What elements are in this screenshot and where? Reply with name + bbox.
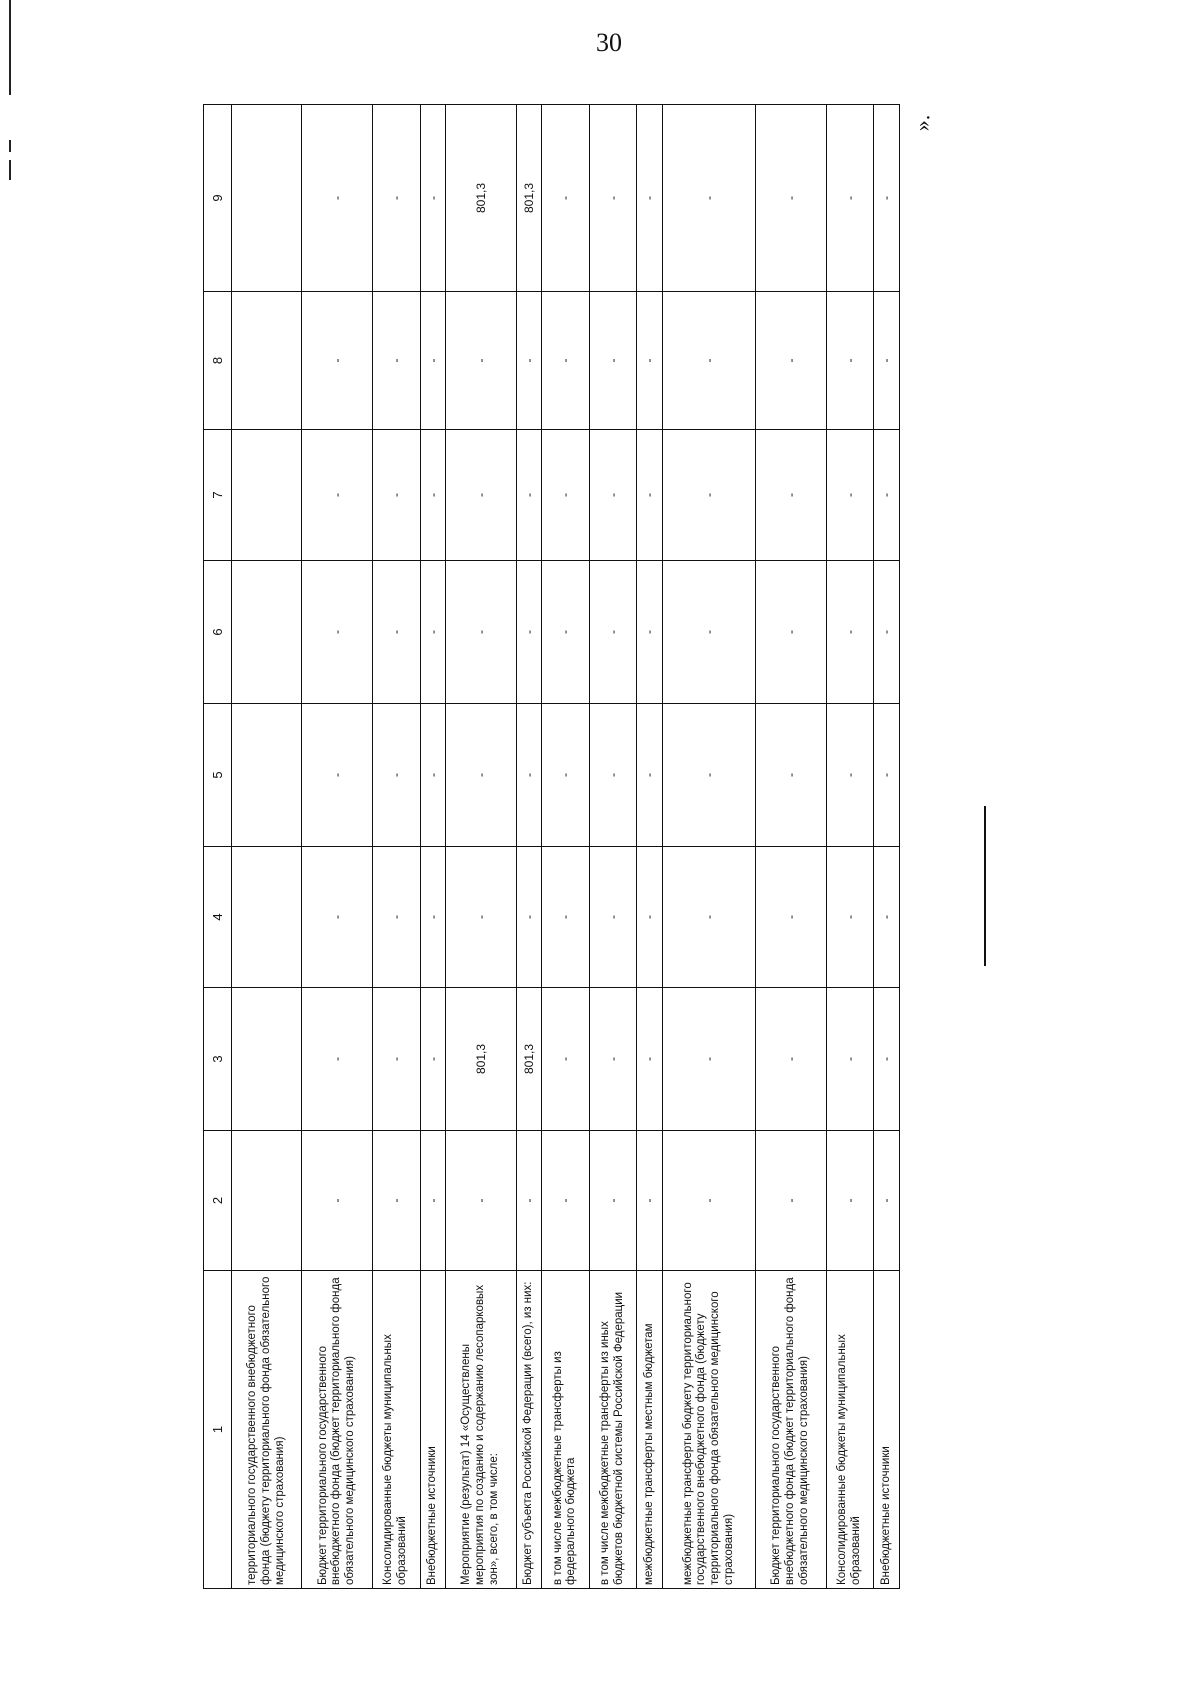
budget-table (203, 104, 900, 1589)
column-header-1: 1 (204, 1271, 232, 1589)
column-header-6: 6 (204, 561, 232, 704)
table-row (874, 105, 900, 1589)
cell-value: - (637, 704, 663, 847)
column-header-5: 5 (204, 704, 232, 847)
page-number: 30 (596, 28, 622, 57)
cell-value: - (874, 988, 900, 1131)
cell-value: - (874, 1131, 900, 1271)
cell-value: - (756, 105, 826, 292)
cell-value: - (756, 704, 826, 847)
cell-value (232, 1131, 302, 1271)
cell-value: - (542, 847, 590, 988)
cell-value (232, 704, 302, 847)
cell-value: 801,3 (446, 105, 516, 292)
row-label: в том числе межбюджетные трансферты из федерального бюджета (542, 1271, 590, 1589)
cell-value: - (542, 105, 590, 292)
cell-value: - (589, 105, 637, 292)
cell-value: - (542, 561, 590, 704)
cell-value: - (516, 430, 542, 561)
table-row (302, 105, 372, 1589)
row-label: Бюджет территориального государственного внебюджетного фонда (бюджет территориального фонда обязательного медицинского страхования) (756, 1271, 826, 1589)
cell-value: - (542, 292, 590, 430)
cell-value: - (756, 430, 826, 561)
cell-value: - (420, 704, 446, 847)
cell-value: - (420, 1131, 446, 1271)
cell-value: - (637, 847, 663, 988)
closing-quote: ». (909, 114, 935, 132)
row-label: Бюджет территориального государственного внебюджетного фонда (бюджет территориального фонда обязательного медицинского страхования) (302, 1271, 372, 1589)
cell-value: - (516, 704, 542, 847)
cell-value: - (589, 292, 637, 430)
row-label: Консолидированные бюджеты муниципальных образований (372, 1271, 420, 1589)
cell-value: - (756, 847, 826, 988)
cell-value: - (662, 1131, 755, 1271)
column-header-9: 9 (204, 105, 232, 292)
cell-value: - (446, 1131, 516, 1271)
cell-value: - (446, 292, 516, 430)
row-label: межбюджетные трансферты бюджету территориального государственного внебюджетного фонда (бюджету территориального фонда обязательного медицинского страхования) (662, 1271, 755, 1589)
cell-value: - (589, 561, 637, 704)
cell-value: - (302, 847, 372, 988)
margin-mark-top (9, 0, 11, 95)
cell-value (232, 105, 302, 292)
cell-value: - (826, 704, 874, 847)
cell-value: - (826, 847, 874, 988)
cell-value: - (756, 1131, 826, 1271)
row-label: Бюджет субъекта Российской Федерации (всего), из них: (516, 1271, 542, 1589)
cell-value: - (302, 988, 372, 1131)
margin-mark-middle (9, 140, 11, 152)
table-row (516, 105, 542, 1589)
cell-value: - (302, 105, 372, 292)
cell-value: - (589, 988, 637, 1131)
cell-value (232, 292, 302, 430)
cell-value: - (542, 1131, 590, 1271)
table-row (420, 105, 446, 1589)
table-header-row (204, 105, 232, 1589)
cell-value: - (826, 988, 874, 1131)
cell-value: - (756, 292, 826, 430)
cell-value: - (662, 292, 755, 430)
cell-value: - (516, 1131, 542, 1271)
cell-value: - (826, 1131, 874, 1271)
cell-value: - (516, 292, 542, 430)
cell-value: - (874, 847, 900, 988)
cell-value: - (756, 988, 826, 1131)
cell-value: - (420, 561, 446, 704)
cell-value (232, 847, 302, 988)
cell-value: - (662, 105, 755, 292)
cell-value: - (637, 292, 663, 430)
cell-value: - (372, 988, 420, 1131)
column-header-4: 4 (204, 847, 232, 988)
table-row (446, 105, 516, 1589)
cell-value: - (516, 847, 542, 988)
cell-value (232, 988, 302, 1131)
divider-line (984, 806, 986, 966)
cell-value: - (874, 292, 900, 430)
table-row (372, 105, 420, 1589)
cell-value (232, 561, 302, 704)
rotated-table-container (203, 105, 900, 1589)
cell-value: - (637, 561, 663, 704)
cell-value: - (420, 847, 446, 988)
cell-value: - (446, 561, 516, 704)
cell-value: - (302, 561, 372, 704)
cell-value: - (662, 988, 755, 1131)
cell-value: - (542, 430, 590, 561)
column-header-3: 3 (204, 988, 232, 1131)
cell-value: - (826, 561, 874, 704)
cell-value (232, 430, 302, 561)
row-label: Внебюджетные источники (874, 1271, 900, 1589)
cell-value: - (589, 704, 637, 847)
cell-value: 801,3 (516, 105, 542, 292)
cell-value: - (662, 704, 755, 847)
cell-value: 801,3 (446, 988, 516, 1131)
cell-value: - (420, 292, 446, 430)
cell-value: - (826, 105, 874, 292)
cell-value: - (372, 704, 420, 847)
cell-value: - (756, 561, 826, 704)
cell-value: - (637, 1131, 663, 1271)
row-label: межбюджетные трансферты местным бюджетам (637, 1271, 663, 1589)
cell-value: - (542, 988, 590, 1131)
row-label: в том числе межбюджетные трансферты из иных бюджетов бюджетной системы Российской Федерации (589, 1271, 637, 1589)
cell-value: - (420, 430, 446, 561)
cell-value: - (589, 1131, 637, 1271)
row-label: Внебюджетные источники (420, 1271, 446, 1589)
cell-value: - (874, 105, 900, 292)
cell-value: - (542, 704, 590, 847)
cell-value: - (874, 430, 900, 561)
cell-value: - (589, 430, 637, 561)
cell-value: - (420, 988, 446, 1131)
cell-value: - (826, 430, 874, 561)
cell-value: - (662, 561, 755, 704)
cell-value: - (302, 704, 372, 847)
table-body (232, 105, 900, 1589)
cell-value: - (516, 561, 542, 704)
cell-value: - (302, 292, 372, 430)
cell-value: - (372, 1131, 420, 1271)
column-header-7: 7 (204, 430, 232, 561)
table-row (662, 105, 755, 1589)
cell-value: - (372, 105, 420, 292)
cell-value: - (446, 704, 516, 847)
cell-value: - (637, 105, 663, 292)
cell-value: - (420, 105, 446, 292)
cell-value: - (874, 561, 900, 704)
margin-mark-lower (9, 160, 11, 180)
cell-value: - (637, 988, 663, 1131)
cell-value: - (589, 847, 637, 988)
cell-value: - (372, 561, 420, 704)
cell-value: - (302, 1131, 372, 1271)
table-row (756, 105, 826, 1589)
cell-value: - (637, 430, 663, 561)
cell-value: - (826, 292, 874, 430)
table-row (542, 105, 590, 1589)
table-row (232, 105, 302, 1589)
cell-value: 801,3 (516, 988, 542, 1131)
table-row (589, 105, 637, 1589)
table-row (637, 105, 663, 1589)
cell-value: - (446, 847, 516, 988)
cell-value: - (372, 430, 420, 561)
cell-value: - (446, 430, 516, 561)
cell-value: - (372, 847, 420, 988)
cell-value: - (302, 430, 372, 561)
cell-value: - (662, 847, 755, 988)
column-header-8: 8 (204, 292, 232, 430)
cell-value: - (662, 430, 755, 561)
row-label: Консолидированные бюджеты муниципальных образований (826, 1271, 874, 1589)
cell-value: - (372, 292, 420, 430)
cell-value: - (874, 704, 900, 847)
column-header-2: 2 (204, 1131, 232, 1271)
table-row (826, 105, 874, 1589)
row-label: Мероприятие (результат) 14 «Осуществлены мероприятия по созданию и содержанию лесопарковых зон», всего, в том числе: (446, 1271, 516, 1589)
row-label: территориального государственного внебюджетного фонда (бюджету территориального фонда обязательного медицинского страхования) (232, 1271, 302, 1589)
